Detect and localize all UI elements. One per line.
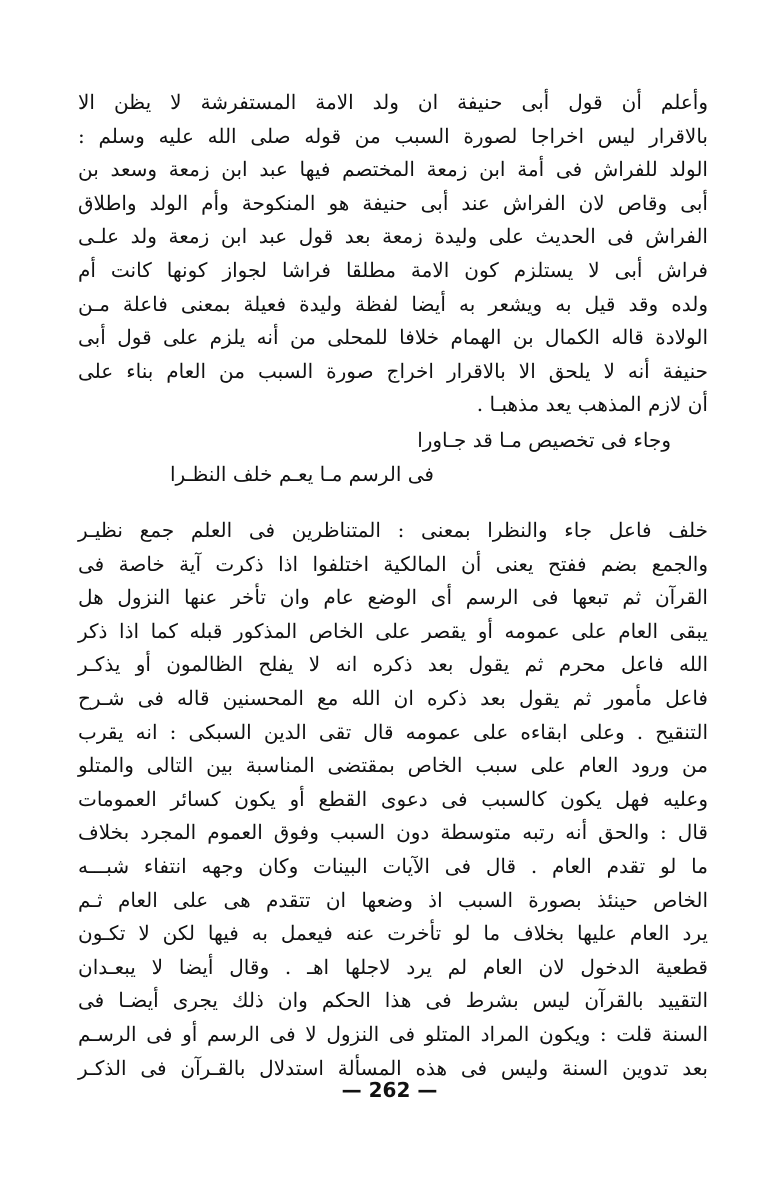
text-line: الولد للفراش فى أمة ابن زمعة المختصم فيها عبد ابن زمعة وسعد بن [78, 157, 708, 182]
text-line: بالاقرار ليس اخراجا لصورة السبب من قوله صلى الله عليه وسلم : [78, 123, 708, 148]
text-line: يبقى العام على عمومه أو يقصر على الخاص المذكور قبله كما اذا ذكر [78, 618, 708, 643]
text-line: وعليه فهل يكون كالسبب فى دعوى القطع أو يكون كسائر العمومات [78, 786, 708, 811]
text-line: التنقيح . وعلى ابقاءه على عمومه قال تقى الدين السبكى : انه يقرب [78, 719, 708, 744]
text-line: القرآن ثم تبعها فى الرسم أى الوضع عام وان تأخر عنها النزول هل [78, 585, 708, 610]
text-line: الله فاعل محرم ثم يقول بعد ذكره انه لا يفلح الظالمون أو يذكـر [78, 652, 708, 677]
text-line: التقييد بالقرآن ليس بشرط فى هذا الحكم وان ذلك يجرى أيضـا فى [78, 988, 708, 1013]
verse-line-1: وجاء فى تخصيص مـا قد جـاورا [417, 428, 671, 452]
verse-line-2: فى الرسم مـا يعـم خلف النظـرا [169, 462, 434, 486]
text-line: قال : والحق أنه رتبه متوسطة دون السبب وفوق العموم المجرد بخلاف [78, 820, 708, 845]
text-line: من ورود العام على سبب الخاص بمقتضى المناسبة بين التالى والمتلو [78, 753, 708, 778]
text-line: ما لو تقدم العام . قال فى الآيات البينات وكان وجهه انتفاء شبـــه [78, 853, 708, 878]
paragraph-2 [78, 514, 708, 1085]
text-line: فاعل مأمور ثم يقول بعد ذكره ان الله مع المحسنين قاله فى شـرح [78, 685, 708, 710]
text-line: فراش أبى لا يستلزم كون الامة مطلقا فراشا لجواز كونها كانت أم [78, 257, 708, 282]
text-line: والجمع بضم ففتح يعنى أن المالكية اختلفوا اذا ذكرت آية خاصة فى [78, 551, 708, 576]
text-line: الولادة قاله الكمال بن الهمام خلافا للمحلى من أنه يلزم على قول أبى [78, 325, 708, 350]
text-line: بعد تدوين السنة وليس فى هذه المسألة استدلال بالقـرآن فى الذكـر [78, 1055, 708, 1080]
text-line: يرد العام عليها بخلاف ما لو تأخرت عنه فيعمل به فيها لكن لا تكـون [78, 921, 708, 946]
text-line: أبى وقاص لان الفراش عند أبى حنيفة هو المنكوحة وأم الولد واطلاق [78, 190, 708, 215]
text-line: خلف فاعل جاء والنظرا بمعنى : المتناظرين فى العلم جمع نظيـر [78, 518, 708, 542]
paragraph-1 [78, 86, 708, 422]
text-line: السنة قلت : ويكون المراد المتلو فى النزول لا فى الرسم أو فى الرسـم [78, 1021, 708, 1046]
text-line: الخاص حينئذ بصورة السبب اذ وضعها ان تتقدم هى على العام ثـم [78, 887, 708, 912]
text-line: ولده وقد قيل به ويشعر به أيضا لفظة وليدة فعيلة بمعنى فاعلة مـن [78, 291, 708, 316]
page-number: — 262 — [341, 1078, 438, 1102]
text-line: أن لازم المذهب يعد مذهبـا . [476, 392, 708, 417]
text-line: الفراش فى الحديث على وليدة زمعة بعد قول عبد ابن زمعة ولد علـى [78, 224, 708, 249]
text-line: قطعية الدخول لان العام لم يرد لاجلها اهـ . وقال أيضا لا يبعـدان [78, 954, 708, 979]
text-line: حنيفة أنه لا يلحق الا بالاقرار اخراج صورة السبب من العام بناء على [78, 358, 708, 383]
text-line: وأعلم أن قول أبى حنيفة ان ولد الامة المستفرشة لا يظن الا [78, 90, 708, 114]
